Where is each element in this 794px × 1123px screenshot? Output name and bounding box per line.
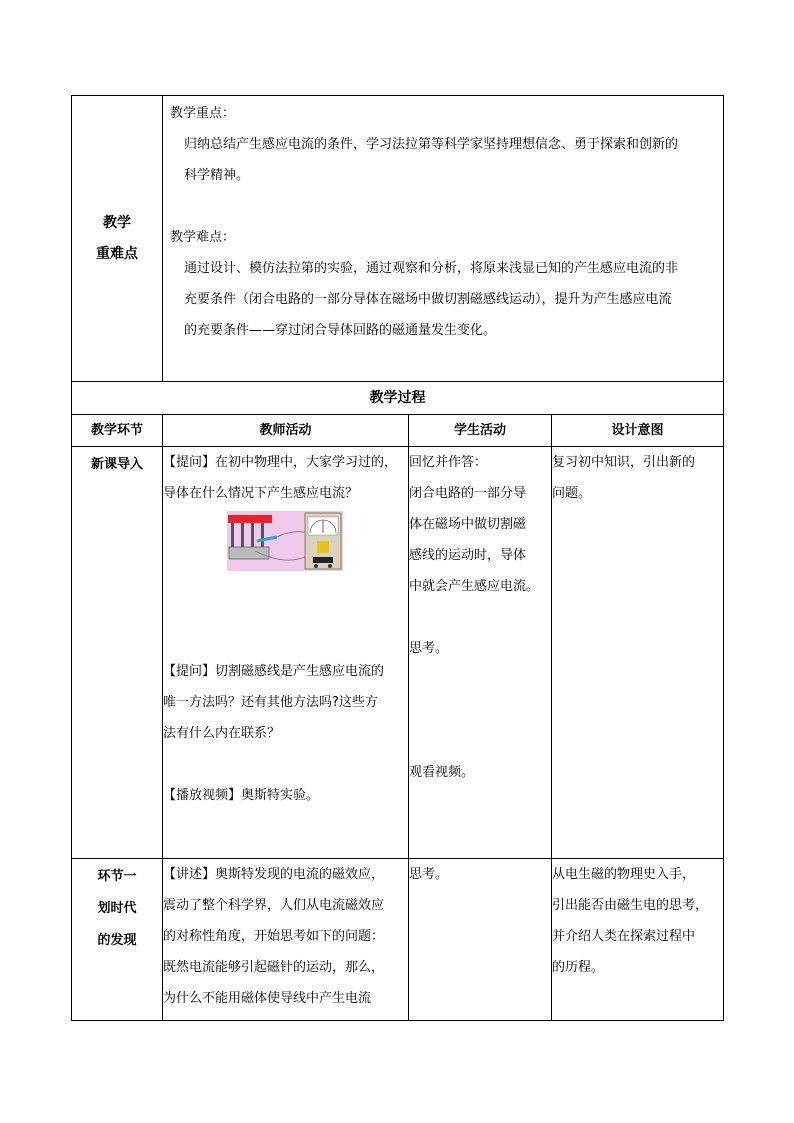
teacher-video: 【播放视频】奥斯特实验。 <box>163 788 320 803</box>
table-row <box>72 447 724 859</box>
intent-text-1: 从电生磁的物理史入手， <box>552 867 696 882</box>
student-text-3: 体在磁场中做切割磁 <box>409 517 527 532</box>
intent-cell <box>552 859 724 1021</box>
stage-cell <box>72 447 163 859</box>
lesson-table <box>71 95 724 1021</box>
process-title-row <box>72 382 724 415</box>
teacher-question-1-line2: 导体在什么情况下产生感应电流？ <box>163 486 359 501</box>
student-think: 思考。 <box>409 641 449 656</box>
difficulty-text-3: 的充要条件——穿过闭合导体回路的磁通量发生变化。 <box>184 323 497 338</box>
col-header-stage: 教学环节 <box>72 415 163 447</box>
student-text-5: 中就会产生感应电流。 <box>409 579 540 594</box>
col-header-intent: 设计意图 <box>552 415 724 447</box>
teacher-question-2-line1: 【提问】切割磁感线是产生感应电流的 <box>163 664 385 679</box>
focus-title: 教学重点： <box>170 106 236 121</box>
col-header-teacher: 教师活动 <box>163 415 409 447</box>
student-text-2: 闭合电路的一部分导 <box>409 486 527 501</box>
stage-label-2: 划时代 <box>97 901 137 916</box>
teacher-text-3: 的对称性角度，开始思考如下的问题： <box>163 929 385 944</box>
stage-label: 新课导入 <box>90 457 143 472</box>
intent-text-2: 问题。 <box>552 486 592 501</box>
key-points-content <box>163 96 724 382</box>
difficulty-text-2: 充要条件（闭合电路的一部分导体在磁场中做切割磁感线运动），提升为产生感应电流 <box>184 292 672 307</box>
table-row <box>72 859 724 1021</box>
teacher-text-4: 既然电流能够引起磁针的运动，那么， <box>163 960 385 975</box>
stage-label-1: 环节一 <box>97 869 137 884</box>
process-title: 教学过程 <box>72 382 724 415</box>
key-points-row <box>72 96 724 382</box>
teacher-text-2: 震动了整个科学界，人们从电流磁效应 <box>163 898 385 913</box>
student-activity-cell <box>409 447 552 859</box>
key-label-line1: 教学 <box>103 214 131 231</box>
intent-text-3: 并介绍人类在探索过程中 <box>552 929 696 944</box>
induction-experiment-figure <box>227 511 343 571</box>
teacher-question-2-line3: 法有什么内在联系？ <box>163 726 281 741</box>
student-think: 思考。 <box>409 867 449 882</box>
focus-text-1: 归纳总结产生感应电流的条件，学习法拉第等科学家坚持理想信念、勇于探索和创新的 <box>184 137 679 152</box>
stage-label-3: 的发现 <box>97 933 137 948</box>
student-activity-cell <box>409 859 552 1021</box>
student-text-4: 感线的运动时，导体 <box>409 548 527 563</box>
key-points-label <box>72 96 163 382</box>
intent-cell <box>552 447 724 859</box>
difficulty-title: 教学难点： <box>170 230 236 245</box>
column-header-row <box>72 415 724 447</box>
teacher-activity-cell <box>163 859 409 1021</box>
intent-text-2: 引出能否由磁生电的思考， <box>552 898 709 913</box>
teacher-text-5: 为什么不能用磁体使导线中产生电流 <box>163 991 372 1006</box>
teacher-text-1: 【讲述】奥斯特发现的电流的磁效应， <box>163 867 385 882</box>
teacher-question-1-line1: 【提问】在初中物理中，大家学习过的， <box>163 455 398 470</box>
key-label-line2: 重难点 <box>96 245 138 262</box>
col-header-student: 学生活动 <box>409 415 552 447</box>
intent-text-1: 复习初中知识，引出新的 <box>552 455 696 470</box>
focus-text-2: 科学精神。 <box>184 168 250 183</box>
teacher-question-2-line2: 唯一方法吗？还有其他方法吗?这些方 <box>163 695 378 710</box>
intent-text-4: 的历程。 <box>552 960 605 975</box>
student-text-1: 回忆并作答： <box>409 455 488 470</box>
teacher-activity-cell <box>163 447 409 859</box>
stage-cell <box>72 859 163 1021</box>
student-watch: 观看视频。 <box>409 765 475 780</box>
difficulty-text-1: 通过设计、模仿法拉第的实验，通过观察和分析，将原来浅显已知的产生感应电流的非 <box>184 261 679 276</box>
